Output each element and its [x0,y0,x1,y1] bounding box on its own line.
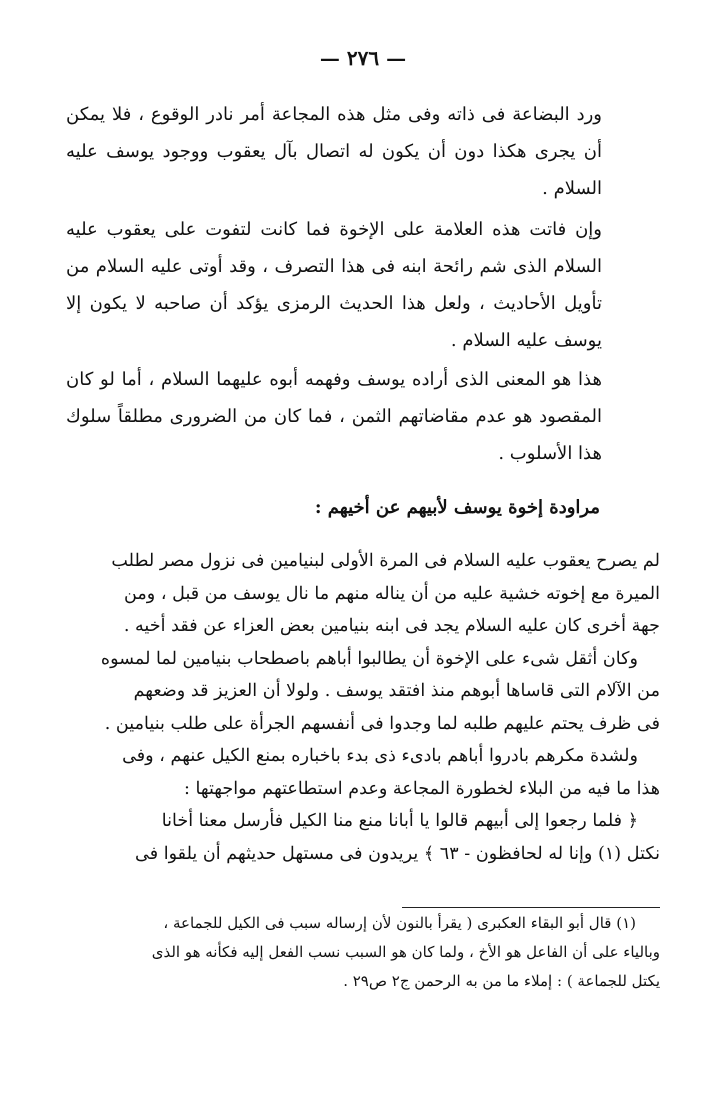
body-line: جهة أخرى كان عليه السلام يجد فى ابنه بنيامين بعض العزاء عن فقد أخيه . [123,616,660,636]
paragraph-text: وإن فاتت هذه العلامة على الإخوة فما كانت لتفوت على يعقوب عليه السلام الذى شم رائحة ابنه فى هذا التصرف ، وقد أوتى عليه السلام من تأويل الأحاديث ، ولعل هذا الحديث الرمزى يؤكد أن صاحبه لا يكون إلا يوسف عليه السلام . [66,219,602,351]
footnote-line: يكتل للجماعة ) : إملاء ما من به الرحمن ج٢ ص٢٩ . [343,972,660,990]
section-heading: مراودة إخوة يوسف لأبيهم عن أخيهم : [314,497,600,518]
body-line: وكان أثقل شىء على الإخوة أن يطالبوا أباهم باصطحاب بنيامين لما لمسوه [100,648,638,669]
body-line: من الآلام التى قاساها أبوهم منذ افتقد يوسف . ولولا أن العزيز قد وضعهم [133,681,660,701]
footnote-divider [402,907,660,908]
paragraph-3 [66,361,660,472]
body-line: لم يصرح يعقوب عليه السلام فى المرة الأولى لبنيامين فى نزول مصر لطلب [111,551,660,571]
paragraph-1 [66,96,660,207]
body-line: هذا ما فيه من البلاء لخطورة المجاعة وعدم استطاعتهم مواجهتها : [183,778,660,799]
quran-verse-line: ﴿ فلما رجعوا إلى أبيهم قالوا يا أبانا منع منا الكيل فأرسل معنا أخانا [161,811,638,831]
paragraph-2 [66,211,660,359]
paragraph-text: ورد البضاعة فى ذاته وفى مثل هذه المجاعة أمر نادر الوقوع ، فلا يمكن أن يجرى هكذا دون أن يكون له اتصال بآل يعقوب ووجود يوسف عليه السلام . [66,104,602,199]
footnotes [66,909,660,996]
footnote-line: (١) قال أبو البقاء العكبرى ( يقرأ بالنون لأن إرساله سبب فى الكيل للجماعة ، [163,914,636,932]
page-number: — ٢٧٦ — [319,46,407,70]
body-line: فى ظرف يحتم عليهم طلبه لما وجدوا فى أنفسهم الجرأة على طلب بنيامين . [104,713,660,734]
body-line: ولشدة مكرهم بادروا أباهم بادىء ذى بدء باخباره بمنع الكيل عنهم ، وفى [122,746,638,766]
body-line: نكتل (١) وإنا له لحافظون - ٦٣ ﴾ يريدون فى مستهل حديثهم أن يلقوا فى [135,843,660,864]
body-line: الميرة مع إخوته خشية عليه من أن يناله منهم ما نال يوسف من قبل ، ومن [123,583,660,604]
section-body [66,545,660,870]
footnote-line: وبالياء على أن الفاعل هو الأخ ، ولما كان هو السبب نسب الفعل إليه فكأنه هو الذى [151,943,660,961]
paragraph-text: هذا هو المعنى الذى أراده يوسف وفهمه أبوه عليهما السلام ، أما لو كان المقصود هو عدم مقاضاتهم الثمن ، فما كان من الضرورى مطلقاً سلوك هذا الأسلوب . [66,369,602,464]
